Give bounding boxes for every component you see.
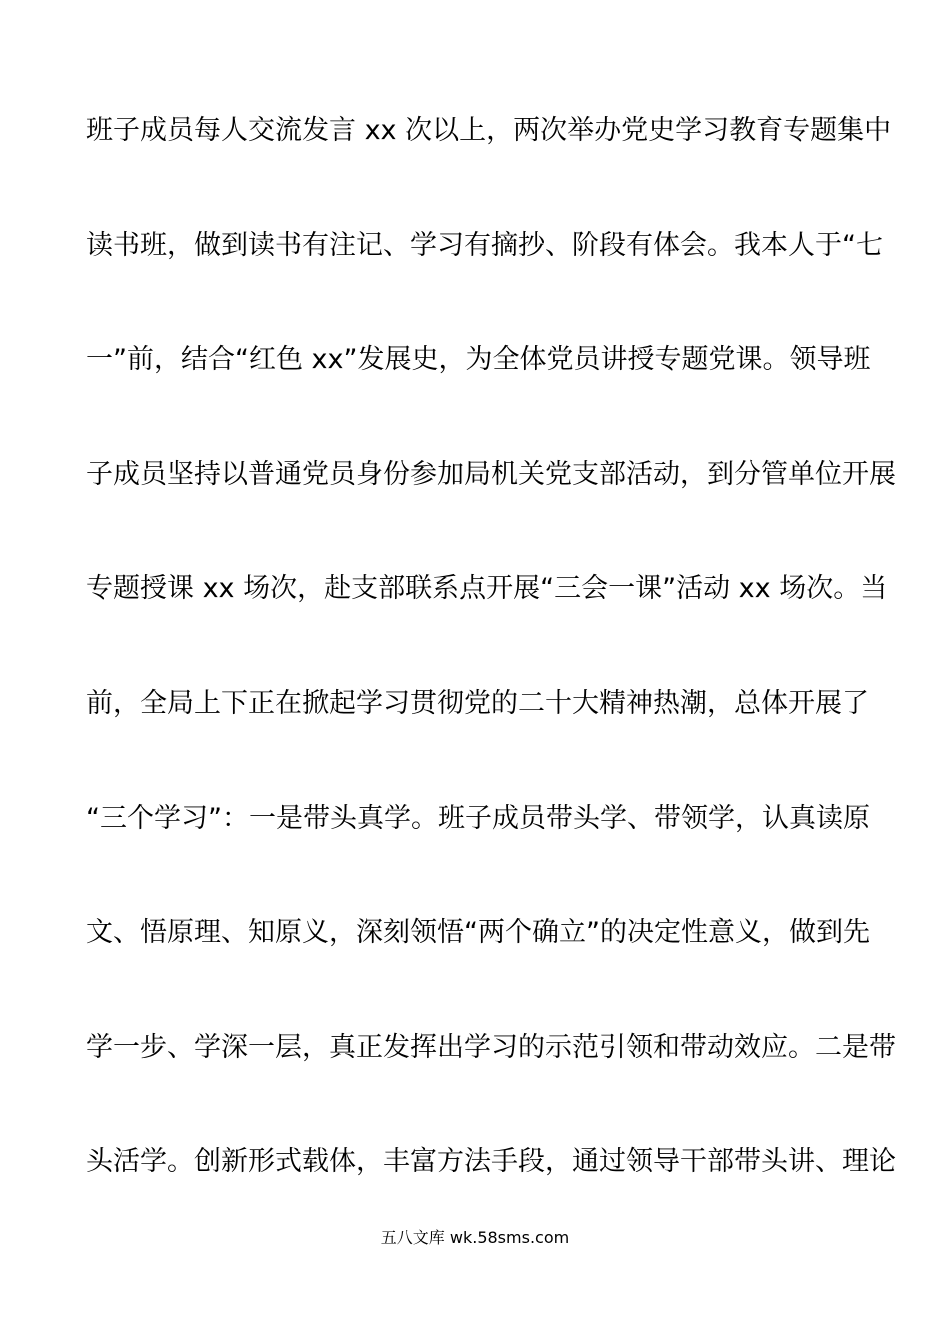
text-line-4: 子成员坚持以普通党员身份参加局机关党支部活动，到分管单位开展: [86, 458, 896, 490]
text-line-10: 头活学。创新形式载体，丰富方法手段，通过领导干部带头讲、理论: [86, 1146, 896, 1178]
text-line-6: 前，全局上下正在掀起学习贯彻党的二十大精神热潮，总体开展了: [86, 687, 869, 719]
text-line-2: 读书班，做到读书有注记、学习有摘抄、阶段有体会。我本人于“七: [86, 229, 883, 261]
text-line-9: 学一步、学深一层，真正发挥出学习的示范引领和带动效应。二是带: [86, 1031, 896, 1063]
text-line-5: 专题授课 xx 场次，赴支部联系点开展“三会一课”活动 xx 场次。当: [86, 573, 888, 605]
text-line-1: 班子成员每人交流发言 xx 次以上，两次举办党史学习教育专题集中: [86, 115, 892, 146]
footer-watermark: 五八文库 wk.58sms.com: [380, 1228, 570, 1247]
text-line-7: “三个学习”：一是带头真学。班子成员带头学、带领学，认真读原: [86, 802, 870, 834]
document-body: [86, 115, 896, 1248]
text-line-8: 文、悟原理、知原义，深刻领悟“两个确立”的决定性意义，做到先: [86, 917, 870, 949]
text-line-3: 一”前，结合“红色 xx”发展史，为全体党员讲授专题党课。领导班: [86, 344, 871, 376]
